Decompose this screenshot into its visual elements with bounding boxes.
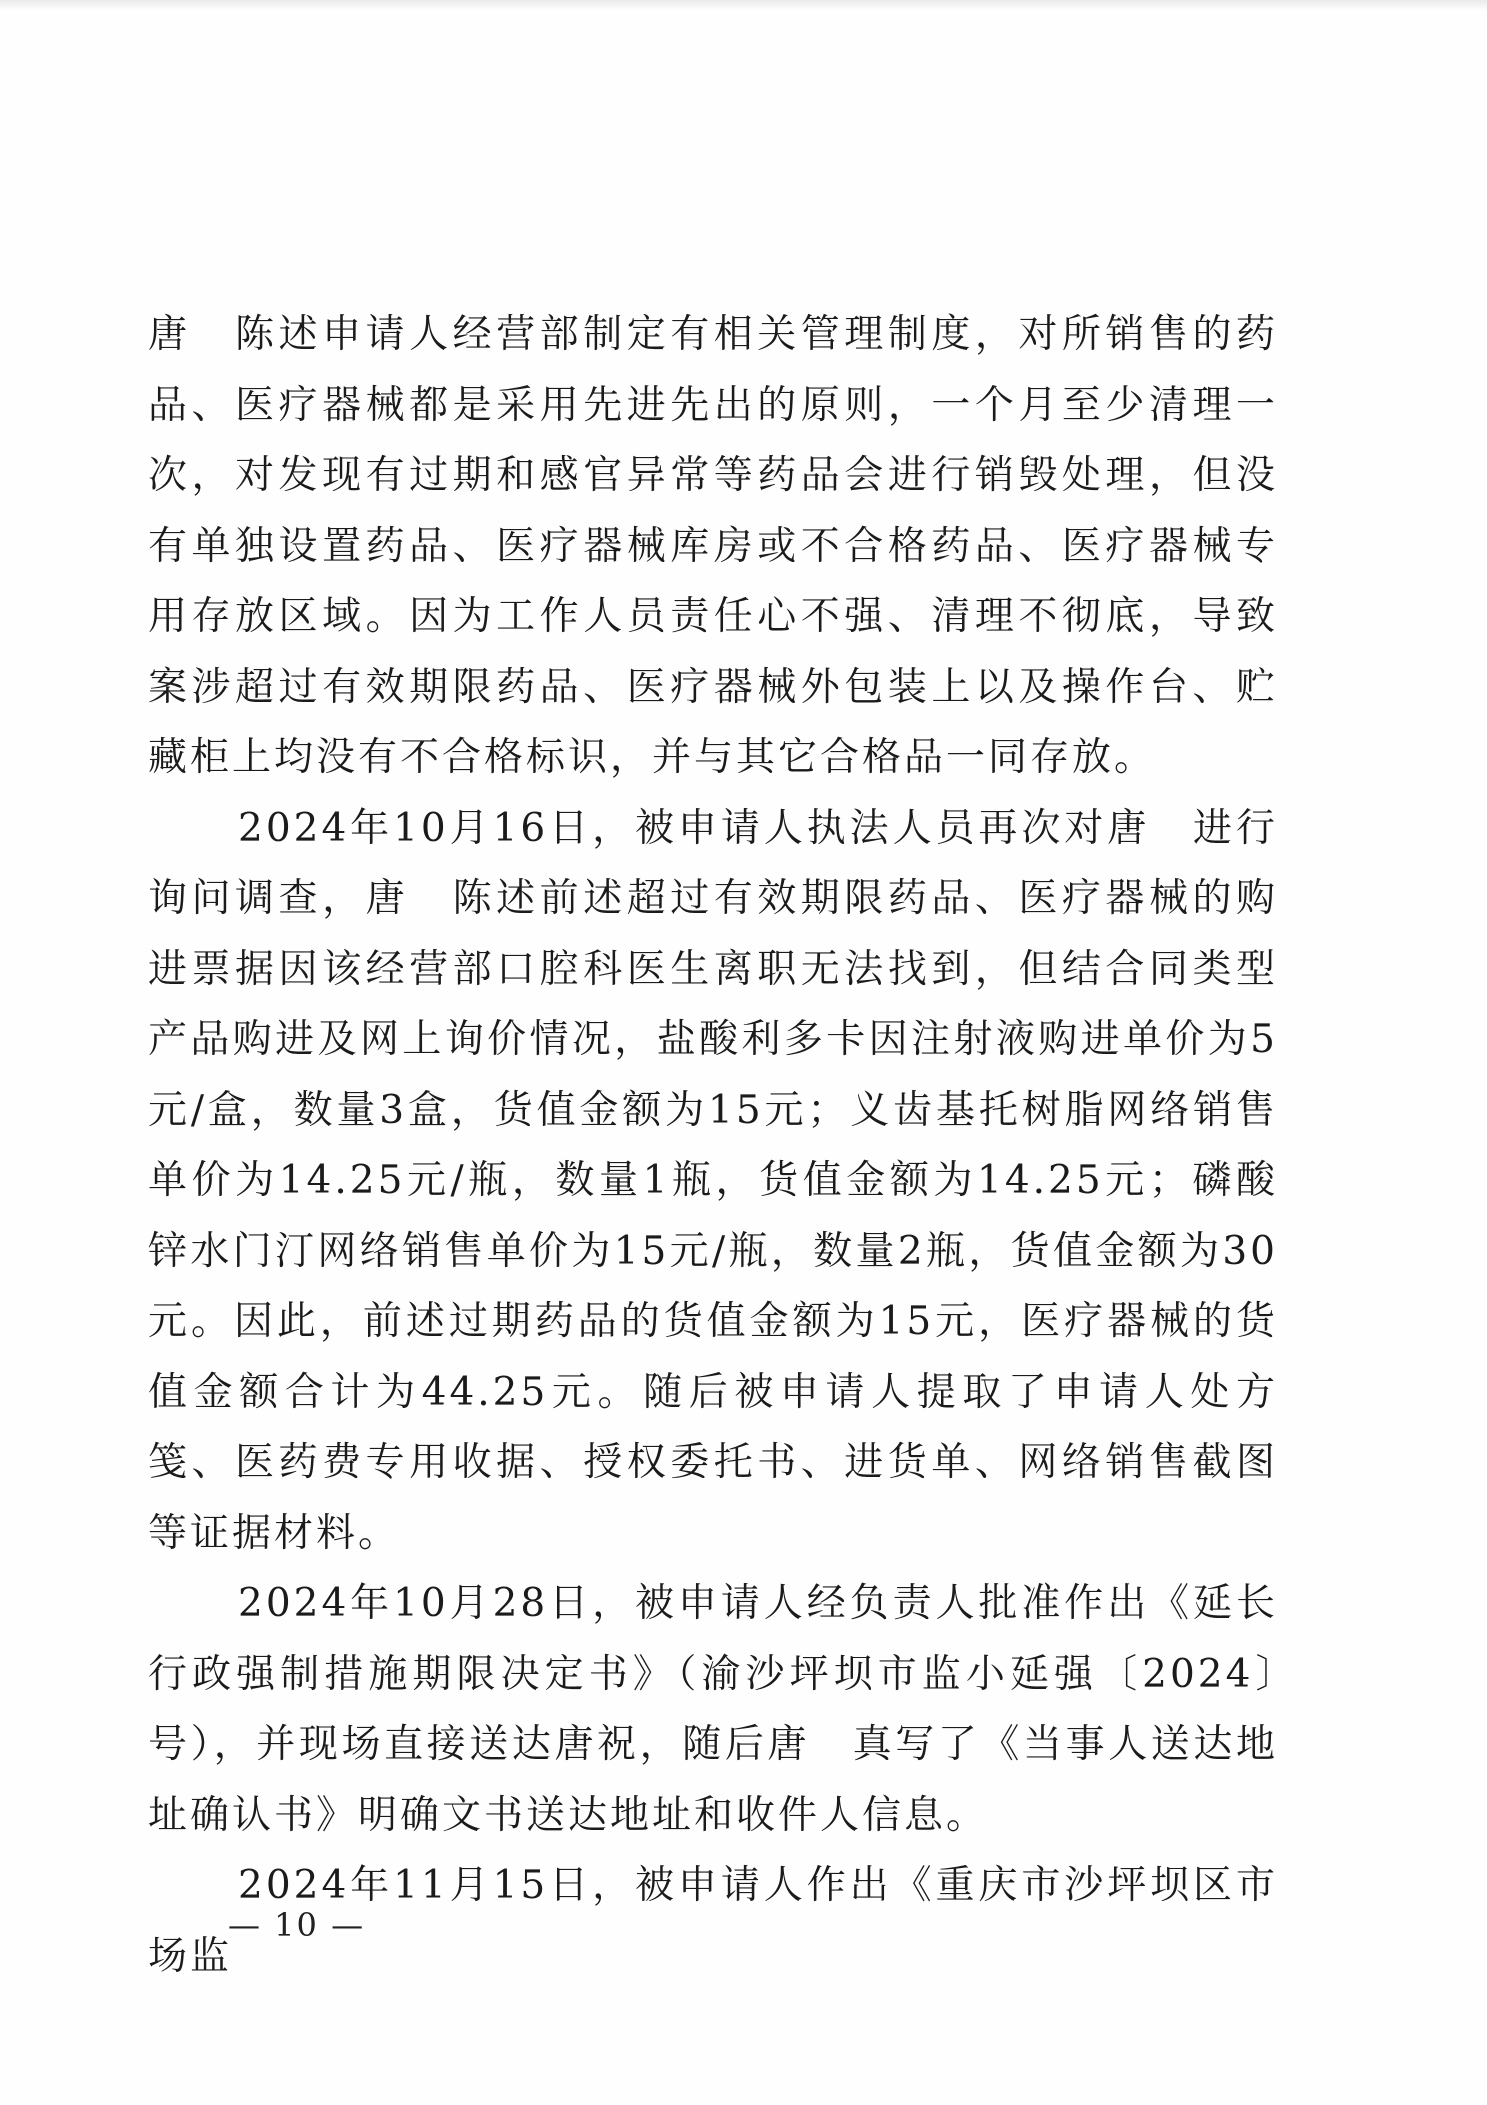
paragraph-oct-16-inquiry: 2024年10月16日，被申请人执法人员再次对唐 进行询问调查，唐 陈述前述超过有效期限药品、医疗器械的购进票据因该经营部口腔科医生离职无法找到，但结合同类型产品购进及网上询价情况，盐酸利多卡因注射液购进单价为5元/盒，数量3盒，货值金额为15元；义齿基托树脂网络销售单价为14.25元/瓶，数量1瓶，货值金额为14.25元；磷酸锌水门汀网络销售单价为15元/瓶，数量2瓶，货值金额为30元。因此，前述过期药品的货值金额为15元，医疗器械的货值金额合计为44.25元。随后被申请人提取了申请人处方笺、医药费专用收据、授权委托书、进货单、网络销售截图等证据材料。 bbox=[148, 805, 1278, 1556]
paragraph-oct-28-extension: 2024年10月28日，被申请人经负责人批准作出《延长行政强制措施期限决定书》（渝沙坪坝市监小延强〔2024〕 号），并现场直接送达唐祝，随后唐 真写了《当事人送达地址确认书》明确文书送达地址和收件人信息。 bbox=[148, 1581, 1363, 1838]
document-body bbox=[148, 300, 1363, 1992]
paragraph-nov-15-decision: 2024年11月15日，被申请人作出《重庆市沙坪坝区市场监 bbox=[148, 1863, 1278, 1979]
scan-edge-shadow bbox=[0, 0, 1487, 10]
page-number: — 10 — bbox=[228, 1906, 366, 1944]
paragraph-statement: 唐 陈述申请人经营部制定有相关管理制度，对所销售的药品、医疗器械都是采用先进先出的原则，一个月至少清理一次，对发现有过期和感官异常等药品会进行销毁处理，但没有单独设置药品、医疗器械库房或不合格药品、医疗器械专用存放区域。因为工作人员责任心不强、清理不彻底，导致案涉超过有效期限药品、医疗器械外包装上以及操作台、贮藏柜上均没有不合格标识，并与其它合格品一同存放。 bbox=[148, 312, 1278, 780]
